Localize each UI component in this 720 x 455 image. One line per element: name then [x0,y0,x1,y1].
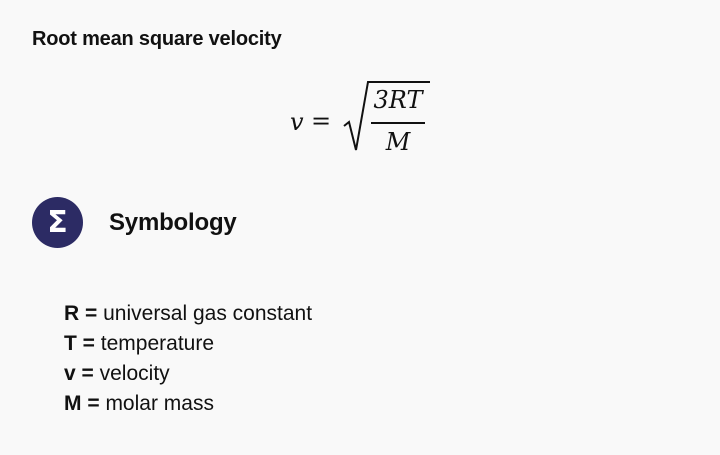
symbol-description: molar mass [105,392,214,415]
formula-numerator: 3RT [373,86,423,114]
list-item [64,329,312,359]
list-item [64,359,312,389]
list-item [64,389,312,419]
symbol-label: R = [64,302,98,325]
symbol-label: T = [64,332,95,355]
rms-velocity-formula [288,74,438,166]
sigma-icon: Σ [32,197,83,248]
page-title: Root mean square velocity [32,28,282,50]
formula-equals: = [311,107,332,135]
symbol-description: temperature [100,332,215,355]
symbol-label: v = [64,362,94,385]
formula-denominator: M [385,128,411,156]
section-title: Symbology [109,209,237,236]
fraction-bar [371,122,425,124]
symbol-label: M = [64,392,100,415]
symbol-description: velocity [99,362,170,385]
formula-lhs: v [290,108,304,136]
list-item [64,299,312,329]
symbol-description: universal gas constant [103,302,313,325]
symbol-list [64,299,312,419]
